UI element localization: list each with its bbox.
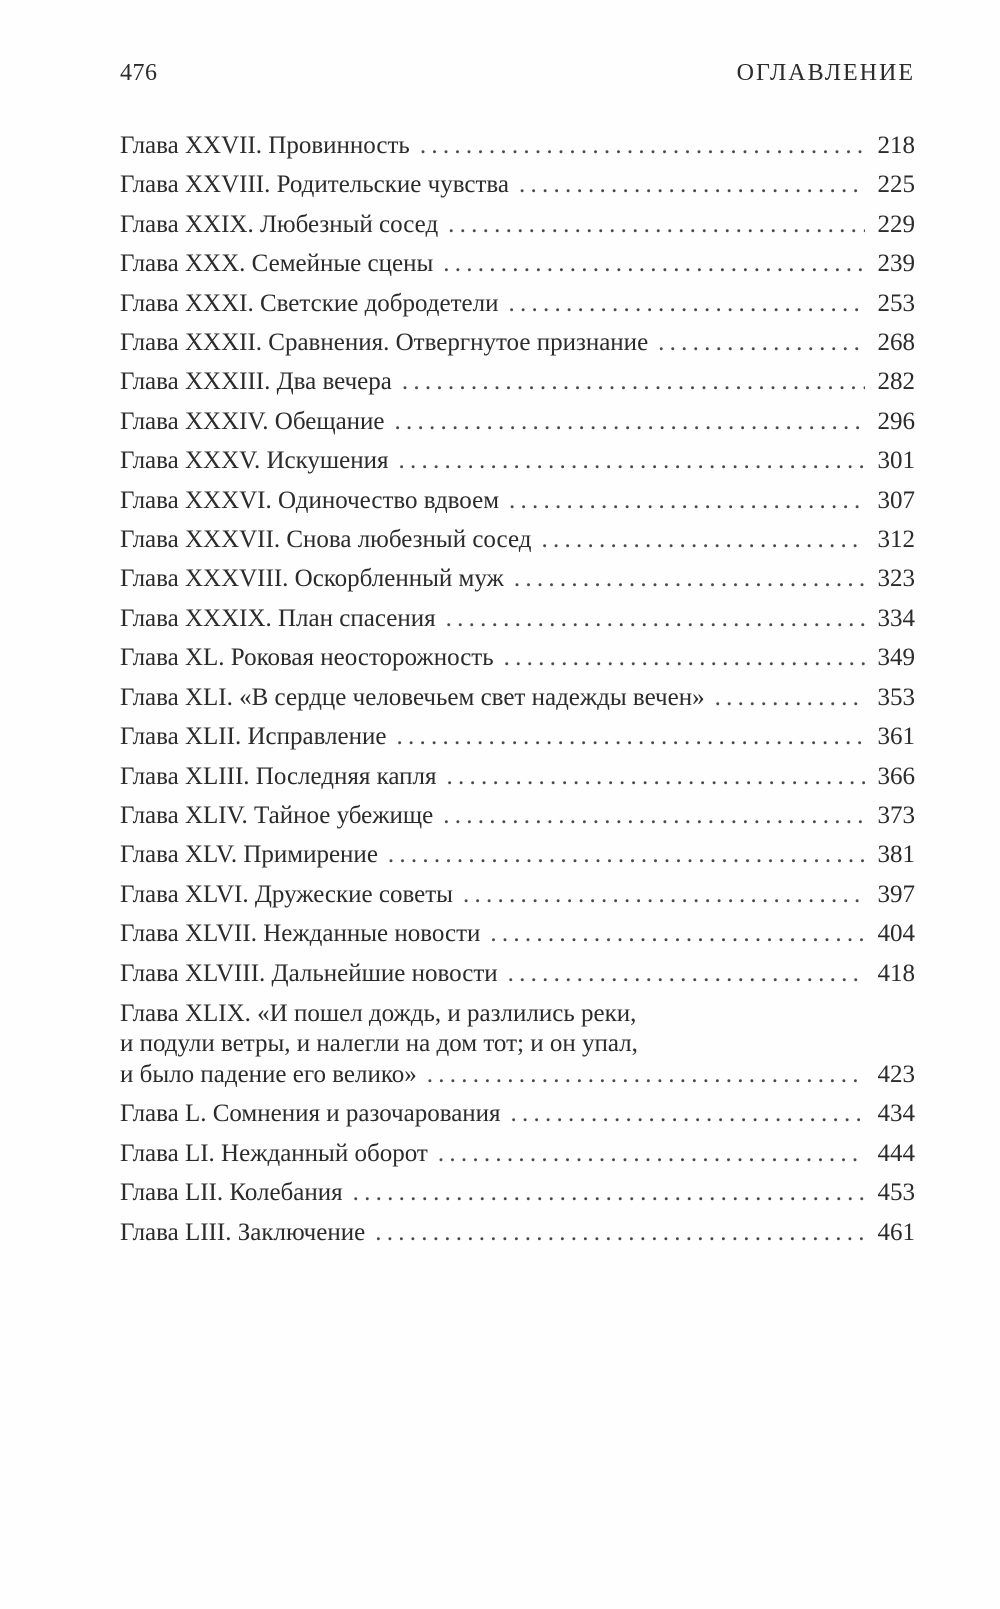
toc-entry-page: 307 (877, 486, 915, 514)
toc-entry-label: Глава XXXVIII. Оскорбленный муж (120, 565, 504, 593)
toc-entry (120, 402, 915, 441)
toc-entry-page: 334 (877, 604, 915, 632)
dot-leader (446, 599, 865, 638)
toc-entry-page: 373 (877, 801, 915, 829)
dot-leader (447, 757, 865, 796)
toc-entry-label: Глава XLV. Примирение (120, 841, 378, 869)
toc-entry (120, 205, 915, 244)
toc-entry-page: 423 (877, 1060, 915, 1088)
toc-entry-page: 323 (877, 565, 915, 593)
toc-entry-label: Глава XLVI. Дружеские советы (120, 880, 453, 908)
dot-leader (519, 165, 865, 204)
toc-entry (120, 441, 915, 480)
dot-leader (402, 362, 865, 401)
dot-leader (463, 875, 865, 914)
toc-entry (120, 835, 915, 874)
toc-entry-label: Глава XXXIV. Обещание (120, 407, 385, 435)
section-title: ОГЛАВЛЕНИЕ (736, 60, 915, 86)
dot-leader (541, 520, 865, 559)
toc-entry (120, 362, 915, 401)
dot-leader (715, 678, 865, 717)
dot-leader (396, 717, 865, 756)
toc-entry (120, 757, 915, 796)
toc-entry (120, 1134, 915, 1173)
toc-entry-page: 397 (877, 880, 915, 908)
toc-entry-page: 218 (877, 132, 915, 159)
toc-entry-page: 381 (877, 841, 915, 869)
toc-entry-page: 225 (877, 171, 915, 199)
toc-entry-label: Глава XXX. Семейные сцены (120, 250, 434, 278)
toc-entry-label: Глава XLIII. Последняя капля (120, 762, 437, 790)
toc-entry (120, 1213, 915, 1252)
dot-leader (514, 559, 865, 598)
toc-entry (120, 284, 915, 323)
toc-entry (120, 875, 915, 914)
toc-entry-label: Глава XXXV. Искушения (120, 447, 389, 475)
toc-entry (120, 1173, 915, 1212)
toc-entry-label: Глава XXIX. Любезный сосед (120, 210, 439, 238)
toc-entry-label: Глава XXVII. Провинность (120, 132, 410, 159)
page-number: 476 (120, 60, 158, 86)
dot-leader (509, 284, 866, 323)
toc-entry-page: 361 (877, 723, 915, 751)
toc-entry-label-line: и было падение его велико» (120, 1060, 417, 1088)
toc-entry (120, 954, 915, 993)
toc-entry-page: 453 (877, 1179, 915, 1207)
toc-entry (120, 717, 915, 756)
toc-entry-multiline (120, 999, 915, 1091)
dot-leader (504, 638, 865, 677)
toc-entry (120, 638, 915, 677)
toc-entry-page: 349 (877, 644, 915, 672)
running-head (120, 60, 915, 92)
table-of-contents (120, 126, 915, 1252)
toc-entry-label: Глава LI. Нежданный оборот (120, 1139, 428, 1167)
toc-entry (120, 599, 915, 638)
toc-entry (120, 126, 915, 165)
toc-entry-label: Глава XLII. Исправление (120, 723, 387, 751)
toc-entry-last-line (120, 1060, 915, 1091)
toc-entry-label: Глава LII. Колебания (120, 1179, 343, 1207)
toc-entry-page: 366 (877, 762, 915, 790)
toc-entry-page: 301 (877, 447, 915, 475)
dot-leader (443, 244, 865, 283)
toc-entry (120, 914, 915, 953)
toc-entry-label: Глава XXXVI. Одиночество вдвоем (120, 486, 500, 514)
toc-entry-page: 239 (877, 250, 915, 278)
toc-entry-page: 418 (877, 959, 915, 987)
toc-entry-label: Глава XLI. «В сердце человечьем свет надежды вечен» (120, 683, 705, 711)
toc-entry (120, 520, 915, 559)
toc-entry-page: 434 (877, 1100, 915, 1128)
toc-entry-page: 404 (877, 920, 915, 948)
toc-entry-label: Глава XXXIII. Два вечера (120, 368, 392, 396)
toc-entry-label: Глава XXXIX. План спасения (120, 604, 436, 632)
toc-entry-label: Глава XL. Роковая неосторожность (120, 644, 494, 672)
dot-leader (448, 205, 865, 244)
toc-entry (120, 1094, 915, 1133)
dot-leader (375, 1213, 865, 1252)
toc-entry-label-line: и подули ветры, и налегли на дом тот; и он упал, (120, 1030, 638, 1058)
toc-entry-label: Глава XLVIII. Дальнейшие новости (120, 959, 498, 987)
toc-entry-label: Глава XXXII. Сравнения. Отвергнутое признание (120, 329, 649, 357)
toc-entry (120, 165, 915, 204)
dot-leader (420, 126, 865, 165)
toc-entry-label: Глава XLIV. Тайное убежище (120, 801, 434, 829)
dot-leader (508, 954, 865, 993)
toc-entry (120, 481, 915, 520)
toc-entry-label-line: Глава XLIX. «И пошел дождь, и разлились реки, (120, 999, 637, 1027)
toc-entry-page: 282 (877, 368, 915, 396)
toc-entry (120, 678, 915, 717)
toc-entry-label: Глава XXVIII. Родительские чувства (120, 171, 509, 199)
dot-leader (438, 1134, 865, 1173)
toc-entry-page: 312 (877, 526, 915, 554)
toc-entry-page: 229 (877, 210, 915, 238)
toc-entry (120, 323, 915, 362)
toc-entry (120, 559, 915, 598)
dot-leader (509, 481, 865, 520)
toc-entry-label: Глава L. Сомнения и разочарования (120, 1100, 501, 1128)
toc-entry-page: 296 (877, 407, 915, 435)
dot-leader (427, 1060, 865, 1091)
dot-leader (511, 1094, 865, 1133)
toc-entry-label: Глава XLVII. Нежданные новости (120, 920, 481, 948)
dot-leader (399, 441, 865, 480)
toc-entry-label: Глава XXXVII. Снова любезный сосед (120, 526, 532, 554)
toc-entry (120, 244, 915, 283)
toc-entry-label: Глава XXXI. Светские добродетели (120, 289, 499, 317)
toc-entry-page: 268 (877, 329, 915, 357)
dot-leader (353, 1173, 865, 1212)
dot-leader (388, 835, 865, 874)
dot-leader (443, 796, 865, 835)
toc-entry-label: Глава LIII. Заключение (120, 1218, 366, 1246)
dot-leader (658, 323, 865, 362)
toc-entry-page: 444 (877, 1139, 915, 1167)
toc-entry-page: 461 (877, 1218, 915, 1246)
dot-leader (490, 914, 865, 953)
toc-entry-page: 353 (877, 683, 915, 711)
dot-leader (395, 402, 865, 441)
toc-entry-page: 253 (877, 289, 915, 317)
toc-entry (120, 796, 915, 835)
